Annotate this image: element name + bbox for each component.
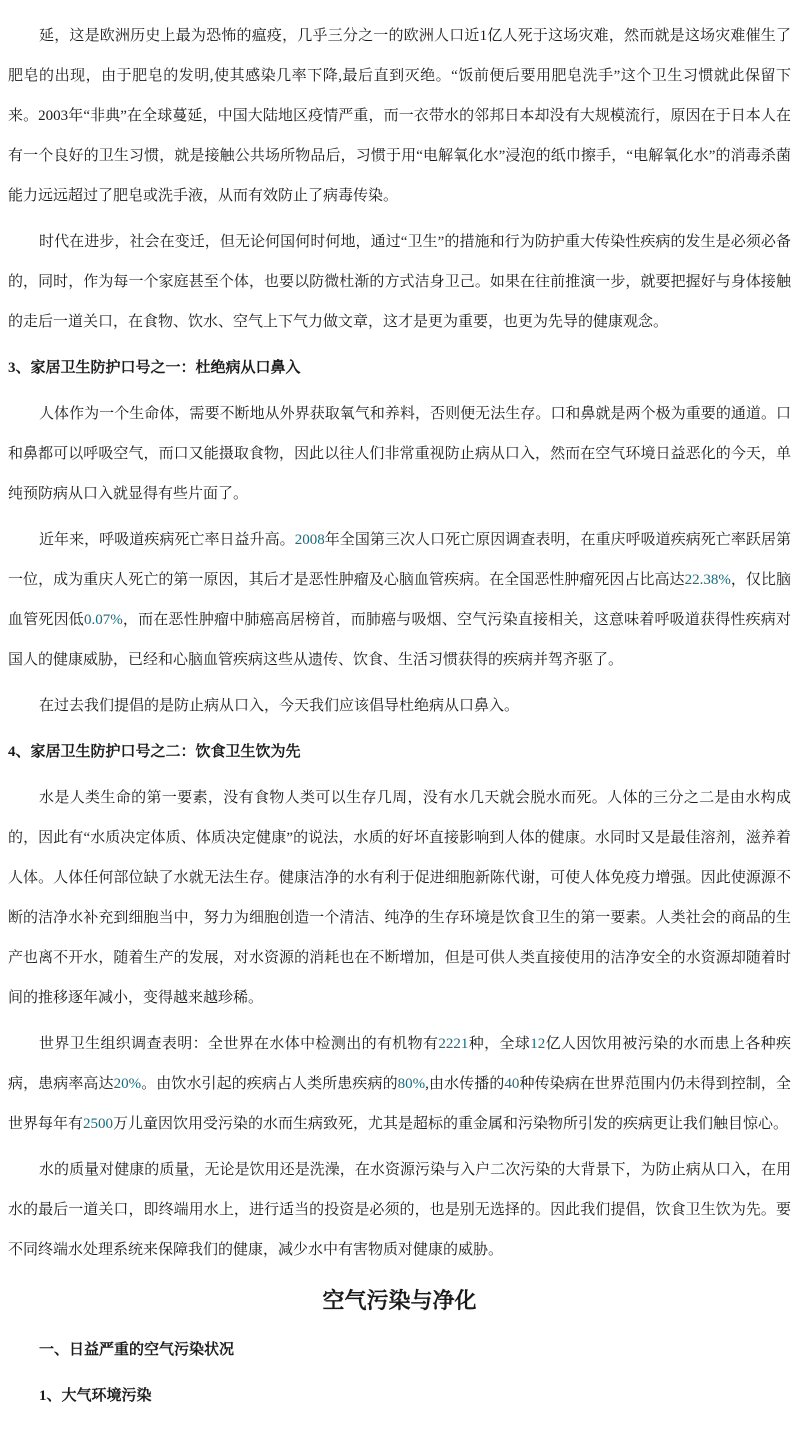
stat-number: 80%: [397, 1076, 426, 1092]
text-run: 水是人类生命的第一要素，没有食物人类可以生存几周，没有水几天就会脱水而死。人体的三分之二是由水构成的，因此有“水质决定体质、体质决定健康”的说法，水质的好坏直接影响到人体的健康。水同时又是最佳溶剂，滋养着人体。人体任何部位缺了水就无法生存。健康洁净的水有利于促进细胞新陈代谢，可使人体免疫力增强。因此使源源不断的洁净水补充到细胞当中，努力为细胞创造一个清洁、纯净的生存环境是饮食卫生的第一要素。人类社会的商品的生产也离不开水，随着生产的发展，对水资源的消耗也在不断增加，但是可供人类直接使用的洁净安全的水资源却随着时间的推移逐年减小，变得越来越珍稀。: [8, 790, 791, 1006]
text-run: 4、家居卫生防护口号之二：饮食卫生饮为先: [8, 744, 301, 760]
paragraph: [8, 222, 791, 342]
text-run: ,由水传播的: [425, 1076, 505, 1092]
stat-number: 22.38%: [684, 572, 731, 588]
text-run: ，而在恶性肿瘤中肺癌高居榜首，而肺癌与吸烟、空气污染直接相关，这意味着呼吸道获得性疾病对国人的健康威胁，已经和心脑血管疾病这些从遗传、饮食、生活习惯获得的疾病并驾齐驱了。: [8, 612, 791, 668]
text-run: 延，这是欧洲历史上最为恐怖的瘟疫，几乎三分之一的欧洲人口近1亿人死于这场灾难，然而就是这场灾难催生了肥皂的出现，由于肥皂的发明,使其感染几率下降,最后直到灭绝。“饭前便后要用肥皂洗手”这个卫生习惯就此保留下来。2003年“非典”在全球蔓延，中国大陆地区疫情严重，而一衣带水的邻邦日本却没有大规模流行，原因在于日本人在有一个良好的卫生习惯，就是接触公共场所物品后，习惯于用“电解氧化水”浸泡的纸巾擦手，“电解氧化水”的消毒杀菌能力远远超过了肥皂或洗手液，从而有效防止了病毒传染。: [8, 28, 791, 204]
text-run: 在过去我们提倡的是防止病从口入，今天我们应该倡导杜绝病从口鼻入。: [39, 698, 520, 714]
section-heading: [8, 348, 791, 388]
text-run: 年全国第三次人口死亡原因调查表明，在重庆呼吸道疾病死亡率跃居第一位，成为重庆人死亡的第一原因，其后才是恶性肿瘤及心脑血管疾病。在全国恶性肿瘤死因占比高达: [8, 532, 791, 588]
text-run: 万儿童因饮用受污染的水而生病致死，尤其是超标的重金属和污染物所引发的疾病更让我们触目惊心。: [113, 1116, 789, 1132]
stat-number: 2221: [438, 1036, 469, 1052]
text-run: 1、大气环境污染: [39, 1388, 152, 1404]
text-run: 近年来，呼吸道疾病死亡率日益升高。: [39, 532, 295, 548]
text-run: 空气污染与净化: [322, 1288, 477, 1313]
stat-number: 2008: [294, 532, 325, 548]
text-run: 一、日益严重的空气污染状况: [39, 1342, 235, 1358]
section-heading: [8, 1376, 791, 1416]
paragraph: [8, 1150, 791, 1270]
text-run: 3、家居卫生防护口号之一：杜绝病从口鼻入: [8, 360, 301, 376]
paragraph: [8, 778, 791, 1018]
text-run: 种传染病在世界范围内仍未得到控制，全世界每年有: [8, 1076, 791, 1132]
text-run: 水的质量对健康的质量，无论是饮用还是洗澡，在水资源污染与入户二次污染的大背景下，为防止病从口入，在用水的最后一道关口，即终端用水上，进行适当的投资是必须的，也是别无选择的。因此我们提倡，饮食卫生饮为先。要不同终端水处理系统来保障我们的健康，减少水中有害物质对健康的威胁。: [8, 1162, 791, 1258]
text-run: 世界卫生组织调查表明：全世界在水体中检测出的有机物有: [39, 1036, 439, 1052]
text-run: 种，全球: [468, 1036, 531, 1052]
section-heading: [8, 732, 791, 772]
document-body: [8, 16, 791, 1416]
stat-number: 20%: [113, 1076, 142, 1092]
section-heading: [8, 1330, 791, 1370]
paragraph: [8, 686, 791, 726]
paragraph: [8, 16, 791, 216]
text-run: 时代在进步，社会在变迁，但无论何国何时何地，通过“卫生”的措施和行为防护重大传染性疾病的发生是必须必备的，同时，作为每一个家庭甚至个体，也要以防微杜渐的方式洁身卫己。如果在往前推演一步，就要把握好与身体接触的走后一道关口，在食物、饮水、空气上下气力做文章，这才是更为重要，也更为先导的健康观念。: [8, 234, 791, 330]
paragraph: [8, 1024, 791, 1144]
chapter-title: [8, 1278, 791, 1324]
stat-number: 0.07%: [83, 612, 123, 628]
paragraph: [8, 520, 791, 680]
text-run: 人体作为一个生命体，需要不断地从外界获取氧气和养料，否则便无法生存。口和鼻就是两个极为重要的通道。口和鼻都可以呼吸空气，而口又能摄取食物，因此以往人们非常重视防止病从口入，然而在空气环境日益恶化的今天，单纯预防病从口入就显得有些片面了。: [8, 406, 791, 502]
paragraph: [8, 394, 791, 514]
stat-number: 2500: [83, 1116, 114, 1132]
text-run: 亿人因饮用被污染的水而患上各种疾病，患病率高达: [8, 1036, 791, 1092]
stat-number: 40: [504, 1076, 520, 1092]
text-run: 。由饮水引起的疾病占人类所患疾病的: [141, 1076, 398, 1092]
text-run: ，仅比脑血管死因低: [8, 572, 791, 628]
stat-number: 12: [530, 1036, 546, 1052]
